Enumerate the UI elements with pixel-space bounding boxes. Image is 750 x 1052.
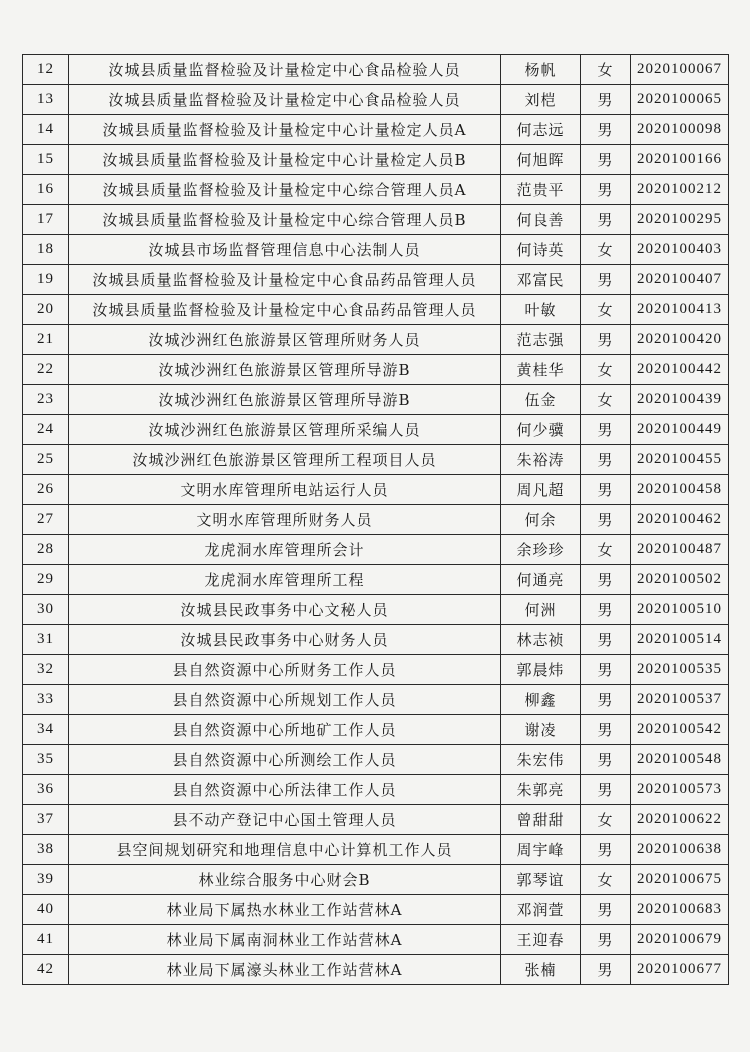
position-cell: 汝城县市场监督管理信息中心法制人员 (69, 235, 501, 265)
exam-id-cell: 2020100622 (631, 805, 729, 835)
row-number: 31 (23, 625, 69, 655)
row-number: 15 (23, 145, 69, 175)
gender-cell: 女 (581, 355, 631, 385)
name-cell: 伍金 (501, 385, 581, 415)
position-cell: 县自然资源中心所地矿工作人员 (69, 715, 501, 745)
gender-cell: 男 (581, 745, 631, 775)
row-number: 24 (23, 415, 69, 445)
exam-id-cell: 2020100420 (631, 325, 729, 355)
gender-cell: 男 (581, 835, 631, 865)
exam-id-cell: 2020100166 (631, 145, 729, 175)
position-cell: 龙虎洞水库管理所工程 (69, 565, 501, 595)
name-cell: 邓润萱 (501, 895, 581, 925)
name-cell: 何余 (501, 505, 581, 535)
name-cell: 朱裕涛 (501, 445, 581, 475)
row-number: 27 (23, 505, 69, 535)
table-row (23, 745, 729, 775)
position-cell: 汝城县民政事务中心财务人员 (69, 625, 501, 655)
gender-cell: 男 (581, 115, 631, 145)
exam-id-cell: 2020100573 (631, 775, 729, 805)
gender-cell: 女 (581, 535, 631, 565)
name-cell: 郭琴谊 (501, 865, 581, 895)
table-row (23, 145, 729, 175)
position-cell: 汝城县质量监督检验及计量检定中心综合管理人员A (69, 175, 501, 205)
name-cell: 何志远 (501, 115, 581, 145)
gender-cell: 男 (581, 595, 631, 625)
exam-id-cell: 2020100542 (631, 715, 729, 745)
row-number: 38 (23, 835, 69, 865)
roster-table (22, 54, 729, 985)
position-cell: 汝城沙洲红色旅游景区管理所工程项目人员 (69, 445, 501, 475)
table-row (23, 655, 729, 685)
table-row (23, 865, 729, 895)
row-number: 35 (23, 745, 69, 775)
position-cell: 文明水库管理所财务人员 (69, 505, 501, 535)
name-cell: 何良善 (501, 205, 581, 235)
position-cell: 林业综合服务中心财会B (69, 865, 501, 895)
gender-cell: 男 (581, 685, 631, 715)
position-cell: 汝城县质量监督检验及计量检定中心计量检定人员A (69, 115, 501, 145)
table-row (23, 715, 729, 745)
row-number: 17 (23, 205, 69, 235)
table-row (23, 505, 729, 535)
table-row (23, 385, 729, 415)
position-cell: 龙虎洞水库管理所会计 (69, 535, 501, 565)
row-number: 23 (23, 385, 69, 415)
gender-cell: 男 (581, 145, 631, 175)
exam-id-cell: 2020100413 (631, 295, 729, 325)
row-number: 16 (23, 175, 69, 205)
gender-cell: 男 (581, 325, 631, 355)
exam-id-cell: 2020100439 (631, 385, 729, 415)
row-number: 28 (23, 535, 69, 565)
exam-id-cell: 2020100675 (631, 865, 729, 895)
position-cell: 汝城县质量监督检验及计量检定中心食品药品管理人员 (69, 295, 501, 325)
exam-id-cell: 2020100502 (631, 565, 729, 595)
row-number: 39 (23, 865, 69, 895)
row-number: 41 (23, 925, 69, 955)
table-row (23, 55, 729, 85)
table-row (23, 175, 729, 205)
position-cell: 县不动产登记中心国土管理人员 (69, 805, 501, 835)
name-cell: 何少骥 (501, 415, 581, 445)
row-number: 18 (23, 235, 69, 265)
gender-cell: 男 (581, 505, 631, 535)
position-cell: 汝城县质量监督检验及计量检定中心食品检验人员 (69, 55, 501, 85)
position-cell: 汝城县质量监督检验及计量检定中心食品药品管理人员 (69, 265, 501, 295)
exam-id-cell: 2020100295 (631, 205, 729, 235)
position-cell: 文明水库管理所电站运行人员 (69, 475, 501, 505)
gender-cell: 女 (581, 865, 631, 895)
table-row (23, 595, 729, 625)
table-row (23, 775, 729, 805)
row-number: 29 (23, 565, 69, 595)
table-row (23, 685, 729, 715)
gender-cell: 男 (581, 655, 631, 685)
name-cell: 周凡超 (501, 475, 581, 505)
gender-cell: 男 (581, 415, 631, 445)
name-cell: 何旭晖 (501, 145, 581, 175)
gender-cell: 男 (581, 565, 631, 595)
table-row (23, 835, 729, 865)
name-cell: 范贵平 (501, 175, 581, 205)
position-cell: 县空间规划研究和地理信息中心计算机工作人员 (69, 835, 501, 865)
position-cell: 林业局下属南洞林业工作站营林A (69, 925, 501, 955)
name-cell: 杨帆 (501, 55, 581, 85)
position-cell: 汝城县质量监督检验及计量检定中心计量检定人员B (69, 145, 501, 175)
gender-cell: 女 (581, 235, 631, 265)
exam-id-cell: 2020100458 (631, 475, 729, 505)
gender-cell: 男 (581, 175, 631, 205)
gender-cell: 男 (581, 925, 631, 955)
gender-cell: 男 (581, 625, 631, 655)
name-cell: 周宇峰 (501, 835, 581, 865)
table-row (23, 955, 729, 985)
table-row (23, 355, 729, 385)
gender-cell: 男 (581, 265, 631, 295)
row-number: 20 (23, 295, 69, 325)
table-row (23, 475, 729, 505)
row-number: 19 (23, 265, 69, 295)
position-cell: 县自然资源中心所测绘工作人员 (69, 745, 501, 775)
name-cell: 柳鑫 (501, 685, 581, 715)
gender-cell: 男 (581, 775, 631, 805)
table-row (23, 565, 729, 595)
exam-id-cell: 2020100455 (631, 445, 729, 475)
table-row (23, 325, 729, 355)
row-number: 21 (23, 325, 69, 355)
name-cell: 余珍珍 (501, 535, 581, 565)
exam-id-cell: 2020100487 (631, 535, 729, 565)
name-cell: 何诗英 (501, 235, 581, 265)
name-cell: 邓富民 (501, 265, 581, 295)
table-row (23, 205, 729, 235)
position-cell: 汝城沙洲红色旅游景区管理所采编人员 (69, 415, 501, 445)
gender-cell: 男 (581, 85, 631, 115)
name-cell: 林志祯 (501, 625, 581, 655)
name-cell: 黄桂华 (501, 355, 581, 385)
gender-cell: 女 (581, 385, 631, 415)
position-cell: 汝城县民政事务中心文秘人员 (69, 595, 501, 625)
name-cell: 张楠 (501, 955, 581, 985)
table-row (23, 415, 729, 445)
table-row (23, 85, 729, 115)
row-number: 13 (23, 85, 69, 115)
row-number: 33 (23, 685, 69, 715)
position-cell: 汝城县质量监督检验及计量检定中心食品检验人员 (69, 85, 501, 115)
name-cell: 刘桤 (501, 85, 581, 115)
table-row (23, 295, 729, 325)
exam-id-cell: 2020100212 (631, 175, 729, 205)
name-cell: 叶敏 (501, 295, 581, 325)
position-cell: 汝城沙洲红色旅游景区管理所导游B (69, 385, 501, 415)
table-row (23, 535, 729, 565)
exam-id-cell: 2020100548 (631, 745, 729, 775)
position-cell: 林业局下属热水林业工作站营林A (69, 895, 501, 925)
table-row (23, 805, 729, 835)
row-number: 30 (23, 595, 69, 625)
exam-id-cell: 2020100098 (631, 115, 729, 145)
roster-body (23, 55, 729, 985)
exam-id-cell: 2020100683 (631, 895, 729, 925)
gender-cell: 男 (581, 955, 631, 985)
row-number: 26 (23, 475, 69, 505)
position-cell: 县自然资源中心所法律工作人员 (69, 775, 501, 805)
name-cell: 王迎春 (501, 925, 581, 955)
name-cell: 范志强 (501, 325, 581, 355)
gender-cell: 男 (581, 475, 631, 505)
exam-id-cell: 2020100449 (631, 415, 729, 445)
exam-id-cell: 2020100403 (631, 235, 729, 265)
row-number: 32 (23, 655, 69, 685)
exam-id-cell: 2020100065 (631, 85, 729, 115)
gender-cell: 女 (581, 55, 631, 85)
name-cell: 何通亮 (501, 565, 581, 595)
row-number: 37 (23, 805, 69, 835)
row-number: 14 (23, 115, 69, 145)
row-number: 12 (23, 55, 69, 85)
gender-cell: 女 (581, 295, 631, 325)
row-number: 25 (23, 445, 69, 475)
exam-id-cell: 2020100537 (631, 685, 729, 715)
table-row (23, 925, 729, 955)
name-cell: 朱宏伟 (501, 745, 581, 775)
exam-id-cell: 2020100067 (631, 55, 729, 85)
name-cell: 何洲 (501, 595, 581, 625)
name-cell: 朱郭亮 (501, 775, 581, 805)
table-row (23, 625, 729, 655)
position-cell: 县自然资源中心所财务工作人员 (69, 655, 501, 685)
exam-id-cell: 2020100407 (631, 265, 729, 295)
gender-cell: 男 (581, 445, 631, 475)
row-number: 34 (23, 715, 69, 745)
row-number: 22 (23, 355, 69, 385)
exam-id-cell: 2020100677 (631, 955, 729, 985)
exam-id-cell: 2020100462 (631, 505, 729, 535)
exam-id-cell: 2020100638 (631, 835, 729, 865)
row-number: 36 (23, 775, 69, 805)
gender-cell: 女 (581, 805, 631, 835)
name-cell: 谢凌 (501, 715, 581, 745)
exam-id-cell: 2020100442 (631, 355, 729, 385)
position-cell: 县自然资源中心所规划工作人员 (69, 685, 501, 715)
table-row (23, 445, 729, 475)
position-cell: 汝城沙洲红色旅游景区管理所导游B (69, 355, 501, 385)
table-row (23, 115, 729, 145)
position-cell: 汝城县质量监督检验及计量检定中心综合管理人员B (69, 205, 501, 235)
exam-id-cell: 2020100535 (631, 655, 729, 685)
name-cell: 曾甜甜 (501, 805, 581, 835)
position-cell: 汝城沙洲红色旅游景区管理所财务人员 (69, 325, 501, 355)
table-row (23, 895, 729, 925)
row-number: 40 (23, 895, 69, 925)
position-cell: 林业局下属濠头林业工作站营林A (69, 955, 501, 985)
table-row (23, 235, 729, 265)
gender-cell: 男 (581, 715, 631, 745)
name-cell: 郭晨炜 (501, 655, 581, 685)
exam-id-cell: 2020100679 (631, 925, 729, 955)
exam-id-cell: 2020100514 (631, 625, 729, 655)
table-row (23, 265, 729, 295)
row-number: 42 (23, 955, 69, 985)
gender-cell: 男 (581, 205, 631, 235)
gender-cell: 男 (581, 895, 631, 925)
exam-id-cell: 2020100510 (631, 595, 729, 625)
